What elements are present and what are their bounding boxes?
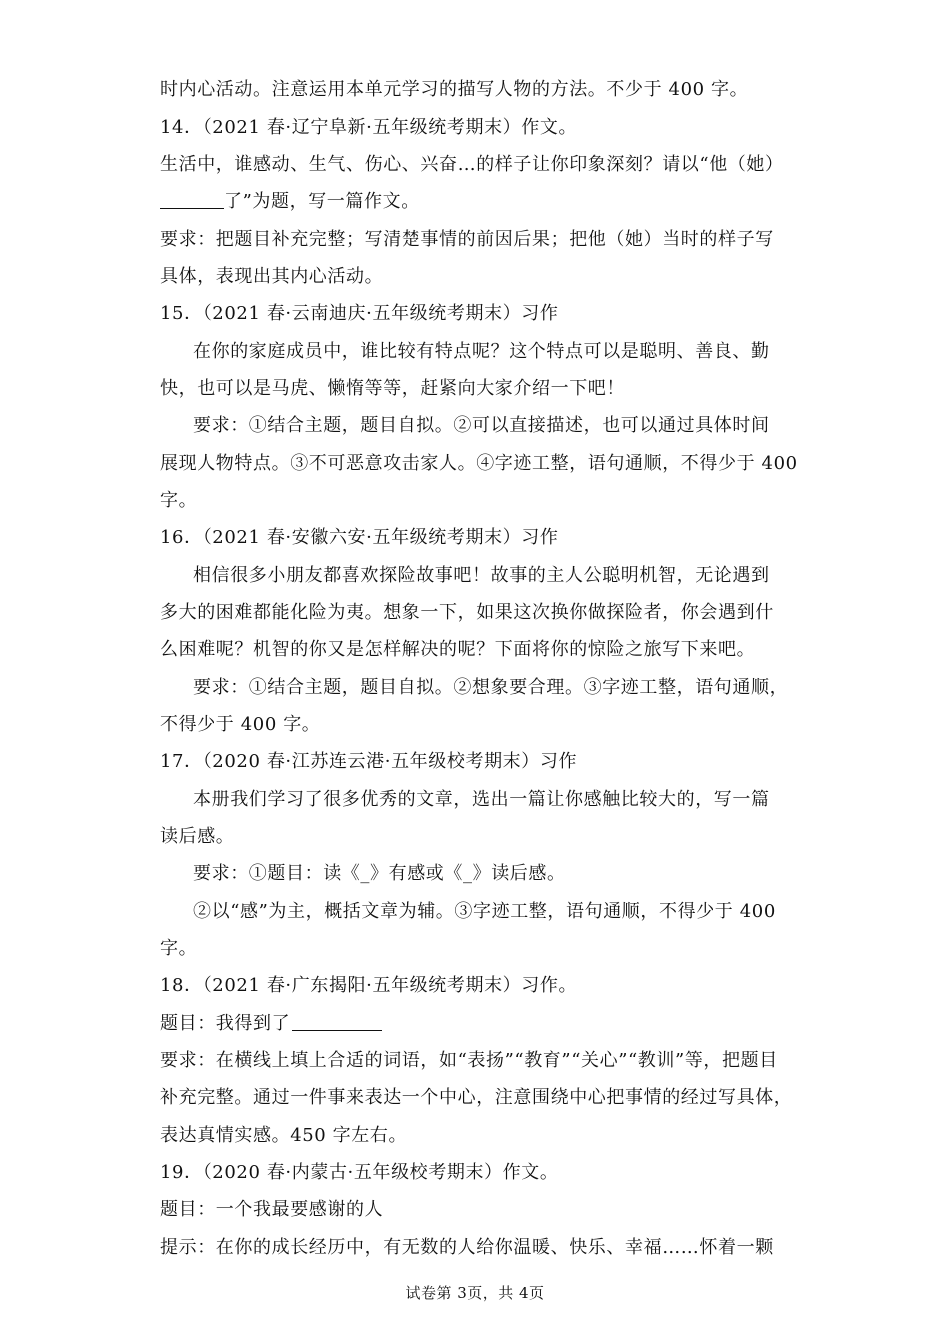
text-segment: 题目：我得到了 <box>160 1013 291 1034</box>
text-line: 要求：①结合主题，题目自拟。②想象要合理。③字迹工整，语句通顺， <box>193 677 789 698</box>
text-line: 补充完整。通过一件事来表达一个中心，注意围绕中心把事情的经过写具体， <box>160 1087 793 1108</box>
fill-blank <box>160 190 224 209</box>
text-line: 么困难呢？机智的你又是怎样解决的呢？下面将你的惊险之旅写下来吧。 <box>160 639 756 660</box>
question-16-heading: 16．（2021 春·安徽六安·五年级统考期末）习作 <box>160 527 559 548</box>
question-17-heading: 17．（2020 春·江苏连云港·五年级校考期末）习作 <box>160 751 578 772</box>
text-line: 展现人物特点。③不可恶意攻击家人。④字迹工整，语句通顺，不得少于 400 <box>160 453 798 474</box>
text-line: 字。 <box>160 938 198 959</box>
text-line <box>160 190 420 214</box>
text-line: 相信很多小朋友都喜欢探险故事吧！故事的主人公聪明机智，无论遇到 <box>193 565 770 586</box>
text-line <box>160 1012 382 1036</box>
text-line: 快，也可以是马虎、懒惰等等，赶紧向大家介绍一下吧！ <box>160 378 625 399</box>
page-footer: 试卷第 3页，共 4页 <box>405 1284 545 1302</box>
question-15-heading: 15．（2021 春·云南迪庆·五年级统考期末）习作 <box>160 303 559 324</box>
text-line: 字。 <box>160 490 198 511</box>
text-line: 具体，表现出其内心活动。 <box>160 266 384 287</box>
text-line: 要求：在横线上填上合适的词语，如“表扬”“教育”“关心”“教训”等，把题目 <box>160 1050 778 1071</box>
text-line: 要求：①题目：读《_》有感或《_》读后感。 <box>193 863 566 884</box>
question-18-heading: 18．（2021 春·广东揭阳·五年级统考期末）习作。 <box>160 975 578 996</box>
question-19-heading: 19．（2020 春·内蒙古·五年级校考期末）作文。 <box>160 1162 559 1183</box>
text-line: 读后感。 <box>160 826 235 847</box>
text-line: 多大的困难都能化险为夷。想象一下，如果这次换你做探险者，你会遇到什 <box>160 602 774 623</box>
question-14-heading: 14．（2021 春·辽宁阜新·五年级统考期末）作文。 <box>160 117 578 138</box>
text-line: ②以“感”为主，概括文章为辅。③字迹工整，语句通顺，不得少于 400 <box>193 901 776 922</box>
text-line: 本册我们学习了很多优秀的文章，选出一篇让你感触比较大的，写一篇 <box>193 789 770 810</box>
text-line: 在你的家庭成员中，谁比较有特点呢？这个特点可以是聪明、善良、勤 <box>193 341 770 362</box>
text-line: 要求：把题目补充完整；写清楚事情的前因后果；把他（她）当时的样子写 <box>160 229 774 250</box>
text-line: 生活中，谁感动、生气、伤心、兴奋…的样子让你印象深刻？请以“他（她） <box>160 154 784 175</box>
text-line: 要求：①结合主题，题目自拟。②可以直接描述，也可以通过具体时间 <box>193 415 770 436</box>
text-line: 不得少于 400 字。 <box>160 714 321 735</box>
fill-blank <box>292 1012 382 1031</box>
text-line: 时内心活动。注意运用本单元学习的描写人物的方法。不少于 400 字。 <box>160 79 749 100</box>
text-line: 表达真情实感。450 字左右。 <box>160 1125 408 1146</box>
text-line: 提示：在你的成长经历中，有无数的人给你温暖、快乐、幸福……怀着一颗 <box>160 1237 774 1258</box>
text-line: 题目：一个我最要感谢的人 <box>160 1199 384 1220</box>
text-segment: 了”为题，写一篇作文。 <box>224 191 420 212</box>
